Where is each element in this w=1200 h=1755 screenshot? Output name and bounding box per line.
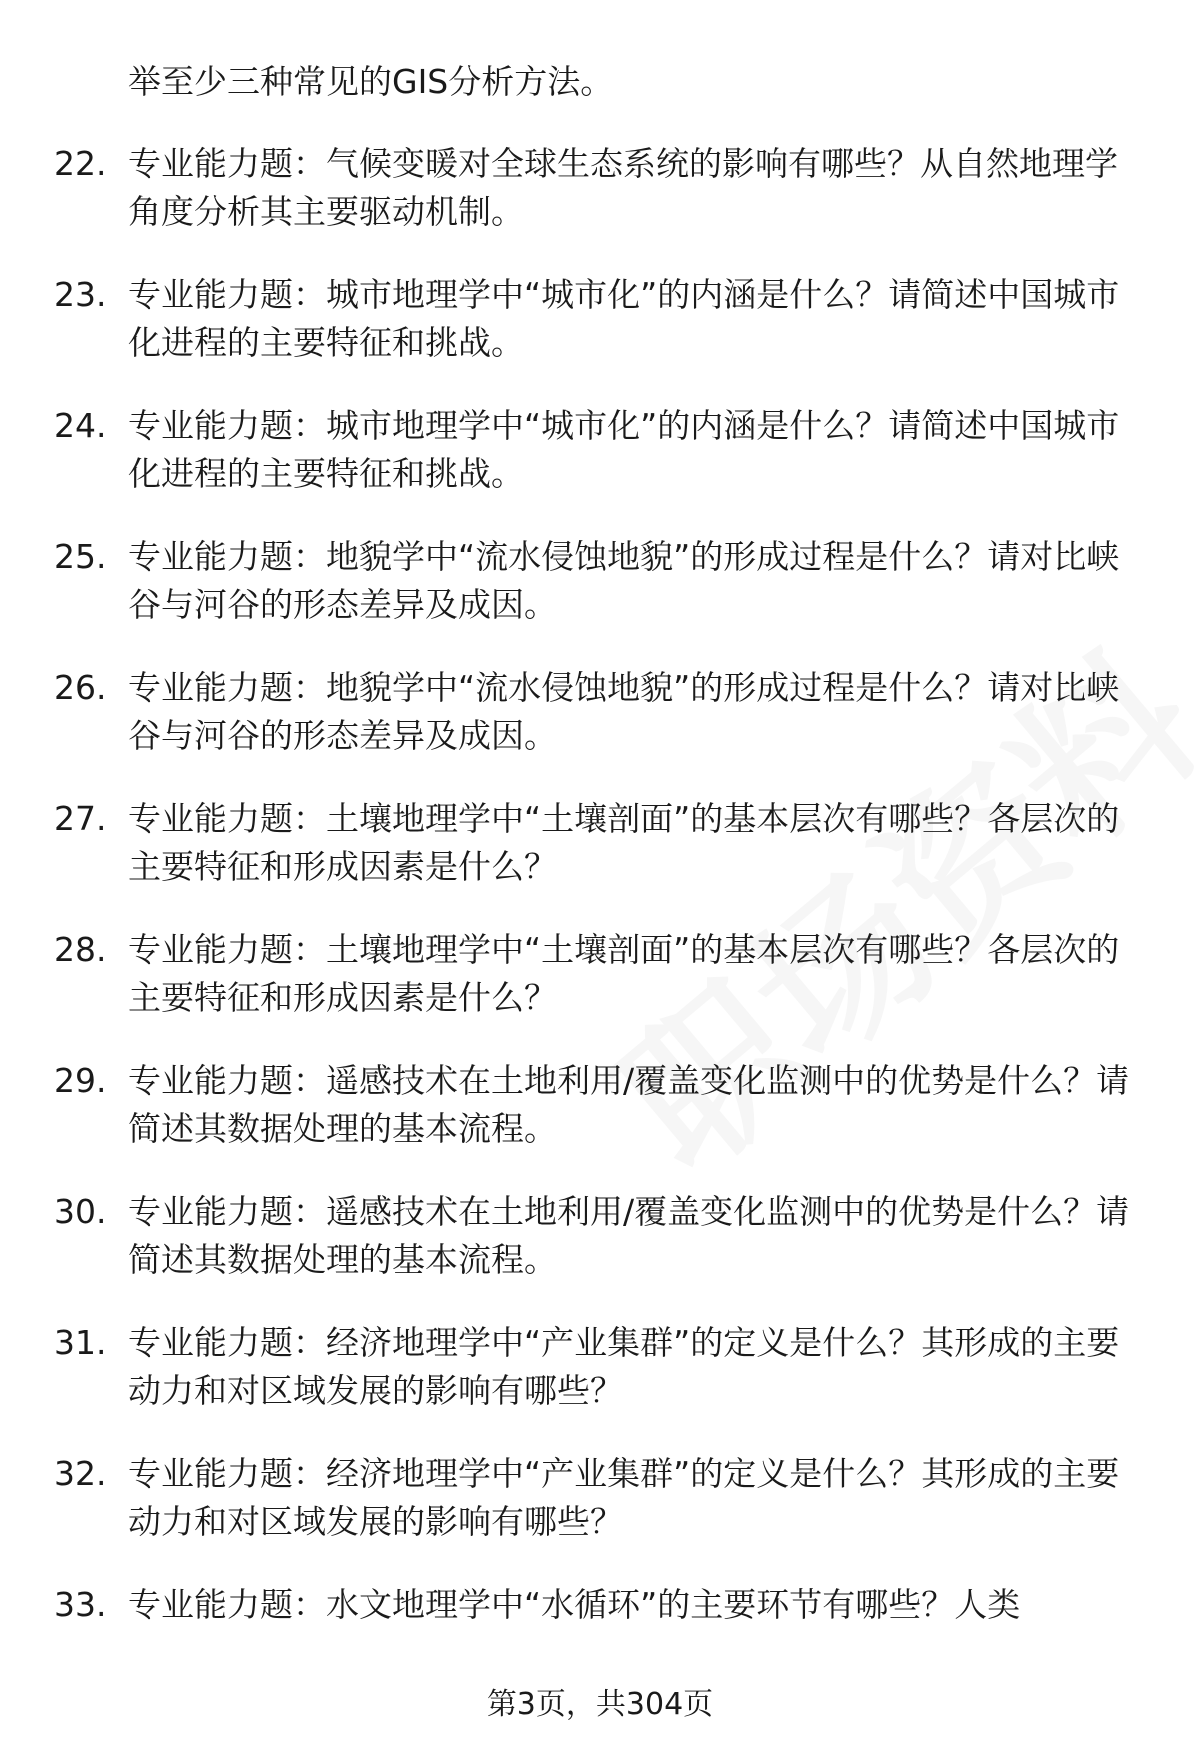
question-text: 专业能力题：遥感技术在土地利用/覆盖变化监测中的优势是什么？请简述其数据处理的基本流程。	[128, 1192, 1130, 1279]
question-number: 23.	[54, 275, 107, 314]
question-text: 专业能力题：水文地理学中“水循环”的主要环节有哪些？人类	[128, 1585, 1021, 1624]
question-number: 30.	[54, 1192, 107, 1231]
question-text: 专业能力题：地貌学中“流水侵蚀地貌”的形成过程是什么？请对比峡谷与河谷的形态差异及成因。	[128, 537, 1120, 624]
question-list	[0, 140, 1200, 1712]
question-number: 22.	[54, 144, 107, 183]
question-number: 33.	[54, 1585, 107, 1624]
question-text: 专业能力题：城市地理学中“城市化”的内涵是什么？请简述中国城市化进程的主要特征和挑战。	[128, 275, 1120, 362]
question-number: 29.	[54, 1061, 107, 1100]
question-text: 专业能力题：经济地理学中“产业集群”的定义是什么？其形成的主要动力和对区域发展的影响有哪些？	[128, 1323, 1120, 1410]
list-item	[0, 271, 1200, 402]
list-item	[0, 140, 1200, 271]
list-item	[0, 926, 1200, 1057]
question-number: 31.	[54, 1323, 107, 1362]
list-item	[0, 1319, 1200, 1450]
question-number: 26.	[54, 668, 107, 707]
question-number: 24.	[54, 406, 107, 445]
continued-question-text: 举至少三种常见的GIS分析方法。	[128, 62, 614, 101]
list-item	[0, 1188, 1200, 1319]
question-number: 27.	[54, 799, 107, 838]
list-item	[0, 1450, 1200, 1581]
question-text: 专业能力题：气候变暖对全球生态系统的影响有哪些？从自然地理学角度分析其主要驱动机制。	[128, 144, 1118, 231]
list-item	[0, 402, 1200, 533]
question-number: 28.	[54, 930, 107, 969]
question-number: 32.	[54, 1454, 107, 1493]
question-text: 专业能力题：土壤地理学中“土壤剖面”的基本层次有哪些？各层次的主要特征和形成因素是什么？	[128, 930, 1120, 1017]
question-text: 专业能力题：土壤地理学中“土壤剖面”的基本层次有哪些？各层次的主要特征和形成因素是什么？	[128, 799, 1120, 886]
list-item	[0, 1057, 1200, 1188]
question-text: 专业能力题：地貌学中“流水侵蚀地貌”的形成过程是什么？请对比峡谷与河谷的形态差异及成因。	[128, 668, 1120, 755]
list-item	[0, 795, 1200, 926]
page-footer: 第3页，共304页	[486, 1687, 714, 1722]
list-item	[0, 533, 1200, 664]
question-text: 专业能力题：经济地理学中“产业集群”的定义是什么？其形成的主要动力和对区域发展的影响有哪些？	[128, 1454, 1120, 1541]
question-number: 25.	[54, 537, 107, 576]
list-item	[0, 664, 1200, 795]
question-text: 专业能力题：城市地理学中“城市化”的内涵是什么？请简述中国城市化进程的主要特征和挑战。	[128, 406, 1120, 493]
question-text: 专业能力题：遥感技术在土地利用/覆盖变化监测中的优势是什么？请简述其数据处理的基本流程。	[128, 1061, 1130, 1148]
